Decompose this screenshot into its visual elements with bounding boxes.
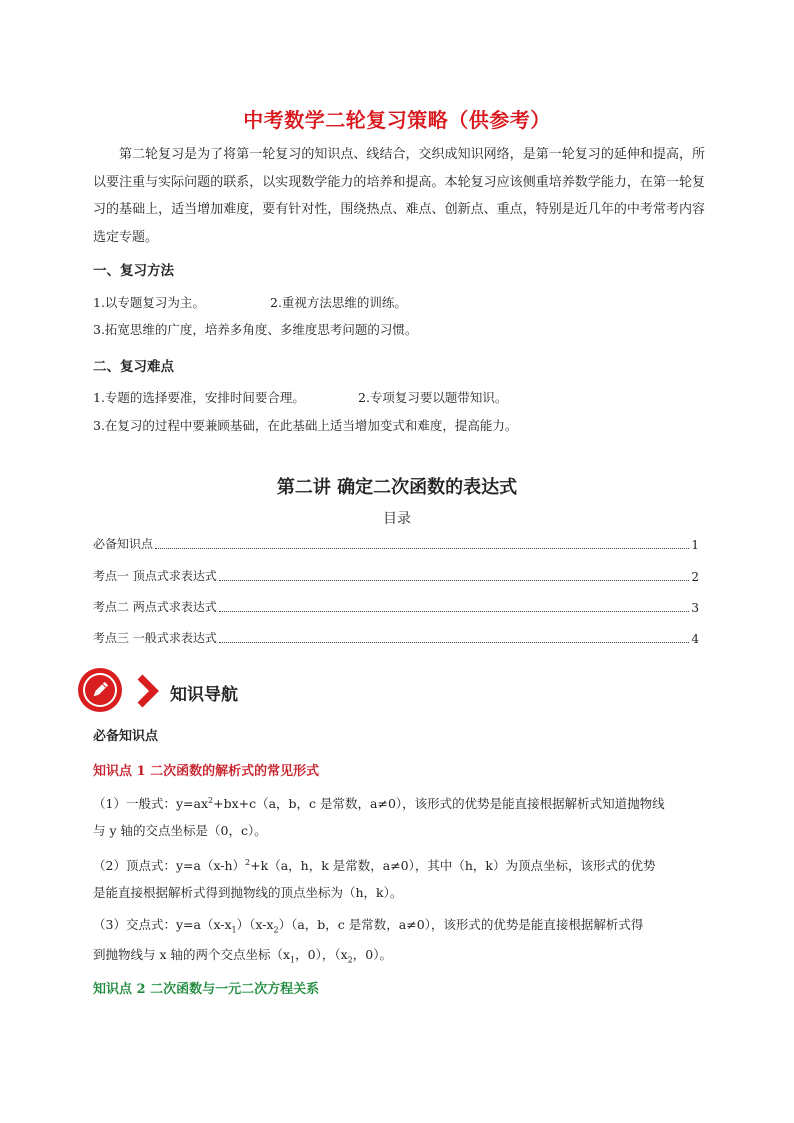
toc-entry-label: 考点二 两点式求表达式 [93, 600, 217, 614]
chevron-right-icon [132, 671, 162, 711]
toc-entry[interactable] [93, 535, 699, 552]
toc-entry-label: 考点三 一般式求表达式 [93, 631, 217, 645]
section-heading-difficulties: 二、复习难点 [93, 359, 174, 375]
nav-section-title: 知识导航 [170, 685, 238, 705]
difficulty-item-3: 3.在复习的过程中要兼顾基础，在此基础上适当增加变式和难度，提高能力。 [93, 418, 518, 433]
general-form-line-1: （1）一般式：$y=ax^2+bx+c(a$，b，c 是常数，a≠0），该形式的优势是能直接根据解析式知道抛物线 [93, 796, 665, 812]
intercept-form-line-1: （3）交点式：$y=a(x-x_1)(x-x_2)(a$，b，c 是常数，a≠0），该形式的优势是能直接根据解析式得 [93, 917, 644, 935]
toc-leader-dots [219, 580, 690, 581]
knowledge-point-2-title: 知识点 2 二次函数与一元二次方程关系 [93, 982, 320, 997]
method-item-2: 2.重视方法思维的训练。 [270, 295, 407, 310]
method-item-1: 1.以专题复习为主。 [93, 295, 205, 310]
toc-entry-page: 4 [691, 632, 699, 646]
toc-leader-dots [219, 611, 690, 612]
pencil-icon [90, 680, 110, 700]
toc-entry[interactable] [93, 629, 699, 646]
section-heading-methods: 一、复习方法 [93, 263, 174, 279]
document-title: 中考数学二轮复习策略（供参考） [243, 108, 551, 132]
vertex-form-line-2: 是能直接根据解析式得到抛物线的顶点坐标为（h，k）。 [93, 885, 403, 900]
intercept-form-line-2: 到抛物线与 x 轴的两个交点坐标（$x_1$，0），（$x_2$，0）。 [93, 947, 392, 965]
vertex-form-line-1: （2）顶点式：$y=a(x-h)^2+k(a$，h，k 是常数，a≠0），其中（h，k）为顶点坐标，该形式的优势 [93, 858, 656, 874]
intro-paragraph: 第二轮复习是为了将第一轮复习的知识点、线结合，交织成知识网络，是第一轮复习的延伸和提高，所以要注重与实际问题的联系，以实现数学能力的培养和提高。本轮复习应该侧重培养数学能力，在第一轮复习的基础上，适当增加难度，要有针对性，围绕热点、难点、创新点、重点，特别是近几年的中考常考内容选定专题。 [93, 147, 705, 245]
toc-entry[interactable] [93, 567, 699, 584]
toc-entry-page: 3 [691, 601, 699, 615]
toc-entry-page: 1 [691, 538, 699, 552]
toc-title: 目录 [383, 511, 411, 527]
knowledge-point-1-title: 知识点 1 二次函数的解析式的常见形式 [93, 764, 320, 779]
general-form-line-2: 与 y 轴的交点坐标是（0，c）。 [93, 823, 267, 838]
toc-entry-label: 必备知识点 [93, 537, 154, 551]
toc-entry-page: 2 [691, 570, 699, 584]
difficulty-item-2: 2.专项复习要以题带知识。 [358, 390, 508, 405]
toc-entry-label: 考点一 顶点式求表达式 [93, 569, 217, 583]
knowledge-heading: 必备知识点 [93, 729, 159, 744]
toc-leader-dots [219, 642, 690, 643]
nav-badge [78, 668, 122, 712]
lecture-title: 第二讲 确定二次函数的表达式 [276, 477, 518, 498]
method-item-3: 3.拓宽思维的广度，培养多角度、多维度思考问题的习惯。 [93, 322, 418, 337]
toc-leader-dots [155, 548, 689, 549]
difficulty-item-1: 1.专题的选择要准，安排时间要合理。 [93, 390, 305, 405]
toc-entry[interactable] [93, 598, 699, 615]
